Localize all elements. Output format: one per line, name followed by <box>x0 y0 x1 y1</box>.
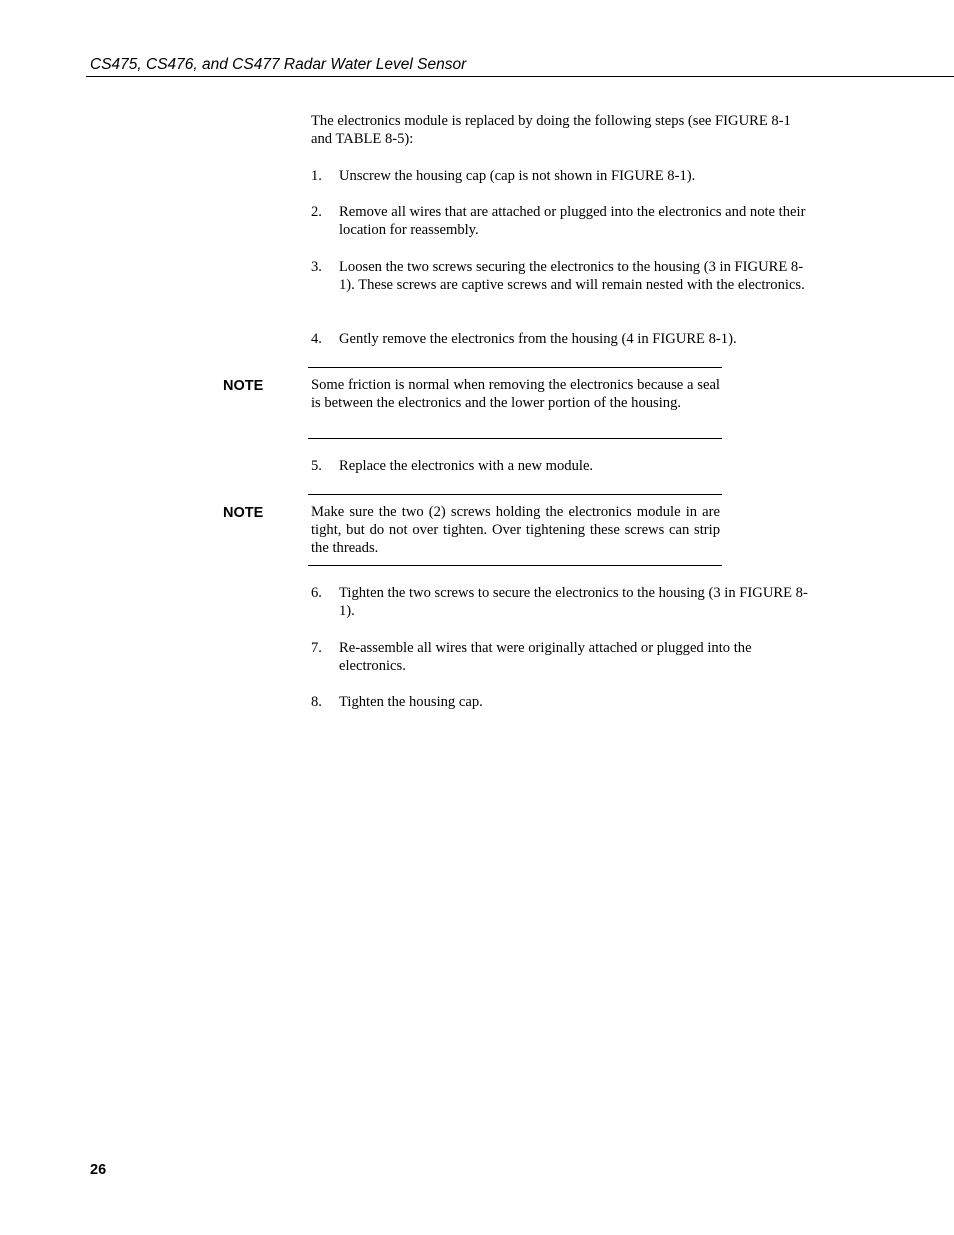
note-bottom-rule <box>308 565 722 566</box>
page-number: 26 <box>90 1162 107 1178</box>
step-text: Tighten the housing cap. <box>339 694 483 710</box>
step-number: 1. <box>311 168 322 184</box>
step-item <box>311 457 811 475</box>
note-label: NOTE <box>223 505 264 521</box>
note-bottom-rule <box>308 438 722 439</box>
note-text: Some friction is normal when removing the electronics because a seal is between the electronics and the lower portion of the housing. <box>311 377 720 411</box>
step-text: Loosen the two screws securing the electronics to the housing (3 in FIGURE 8-1). These screws are captive screws and will remain nested with the electronics. <box>339 259 805 293</box>
note-label: NOTE <box>223 378 264 394</box>
step-item <box>311 203 811 239</box>
step-item <box>311 167 811 185</box>
intro-paragraph: The electronics module is replaced by doing the following steps (see FIGURE 8-1 and TABLE 8-5): <box>311 113 791 147</box>
step-text: Remove all wires that are attached or plugged into the electronics and note their location for reassembly. <box>339 204 806 238</box>
step-text: Gently remove the electronics from the housing (4 in FIGURE 8-1). <box>339 331 737 347</box>
step-number: 5. <box>311 458 322 474</box>
step-item <box>311 639 811 675</box>
step-item <box>311 330 811 348</box>
header-rule <box>86 76 954 77</box>
step-number: 2. <box>311 204 322 220</box>
step-item <box>311 693 811 711</box>
step-number: 7. <box>311 640 322 656</box>
step-item <box>311 258 811 294</box>
step-text: Tighten the two screws to secure the electronics to the housing (3 in FIGURE 8-1). <box>339 585 808 619</box>
step-number: 4. <box>311 331 322 347</box>
header-title: CS475, CS476, and CS477 Radar Water Level Sensor <box>90 56 467 73</box>
note-top-rule <box>308 494 722 495</box>
step-number: 6. <box>311 585 322 601</box>
step-text: Unscrew the housing cap (cap is not shown in FIGURE 8-1). <box>339 168 696 184</box>
note-top-rule <box>308 367 722 368</box>
note-text: Make sure the two (2) screws holding the electronics module in are tight, but do not over tighten. Over tightening these screws can strip the threads. <box>311 504 720 556</box>
step-text: Re-assemble all wires that were originally attached or plugged into the electronics. <box>339 640 752 674</box>
step-text: Replace the electronics with a new module. <box>339 458 594 474</box>
step-item <box>311 584 811 620</box>
step-number: 8. <box>311 694 322 710</box>
step-number: 3. <box>311 259 322 275</box>
